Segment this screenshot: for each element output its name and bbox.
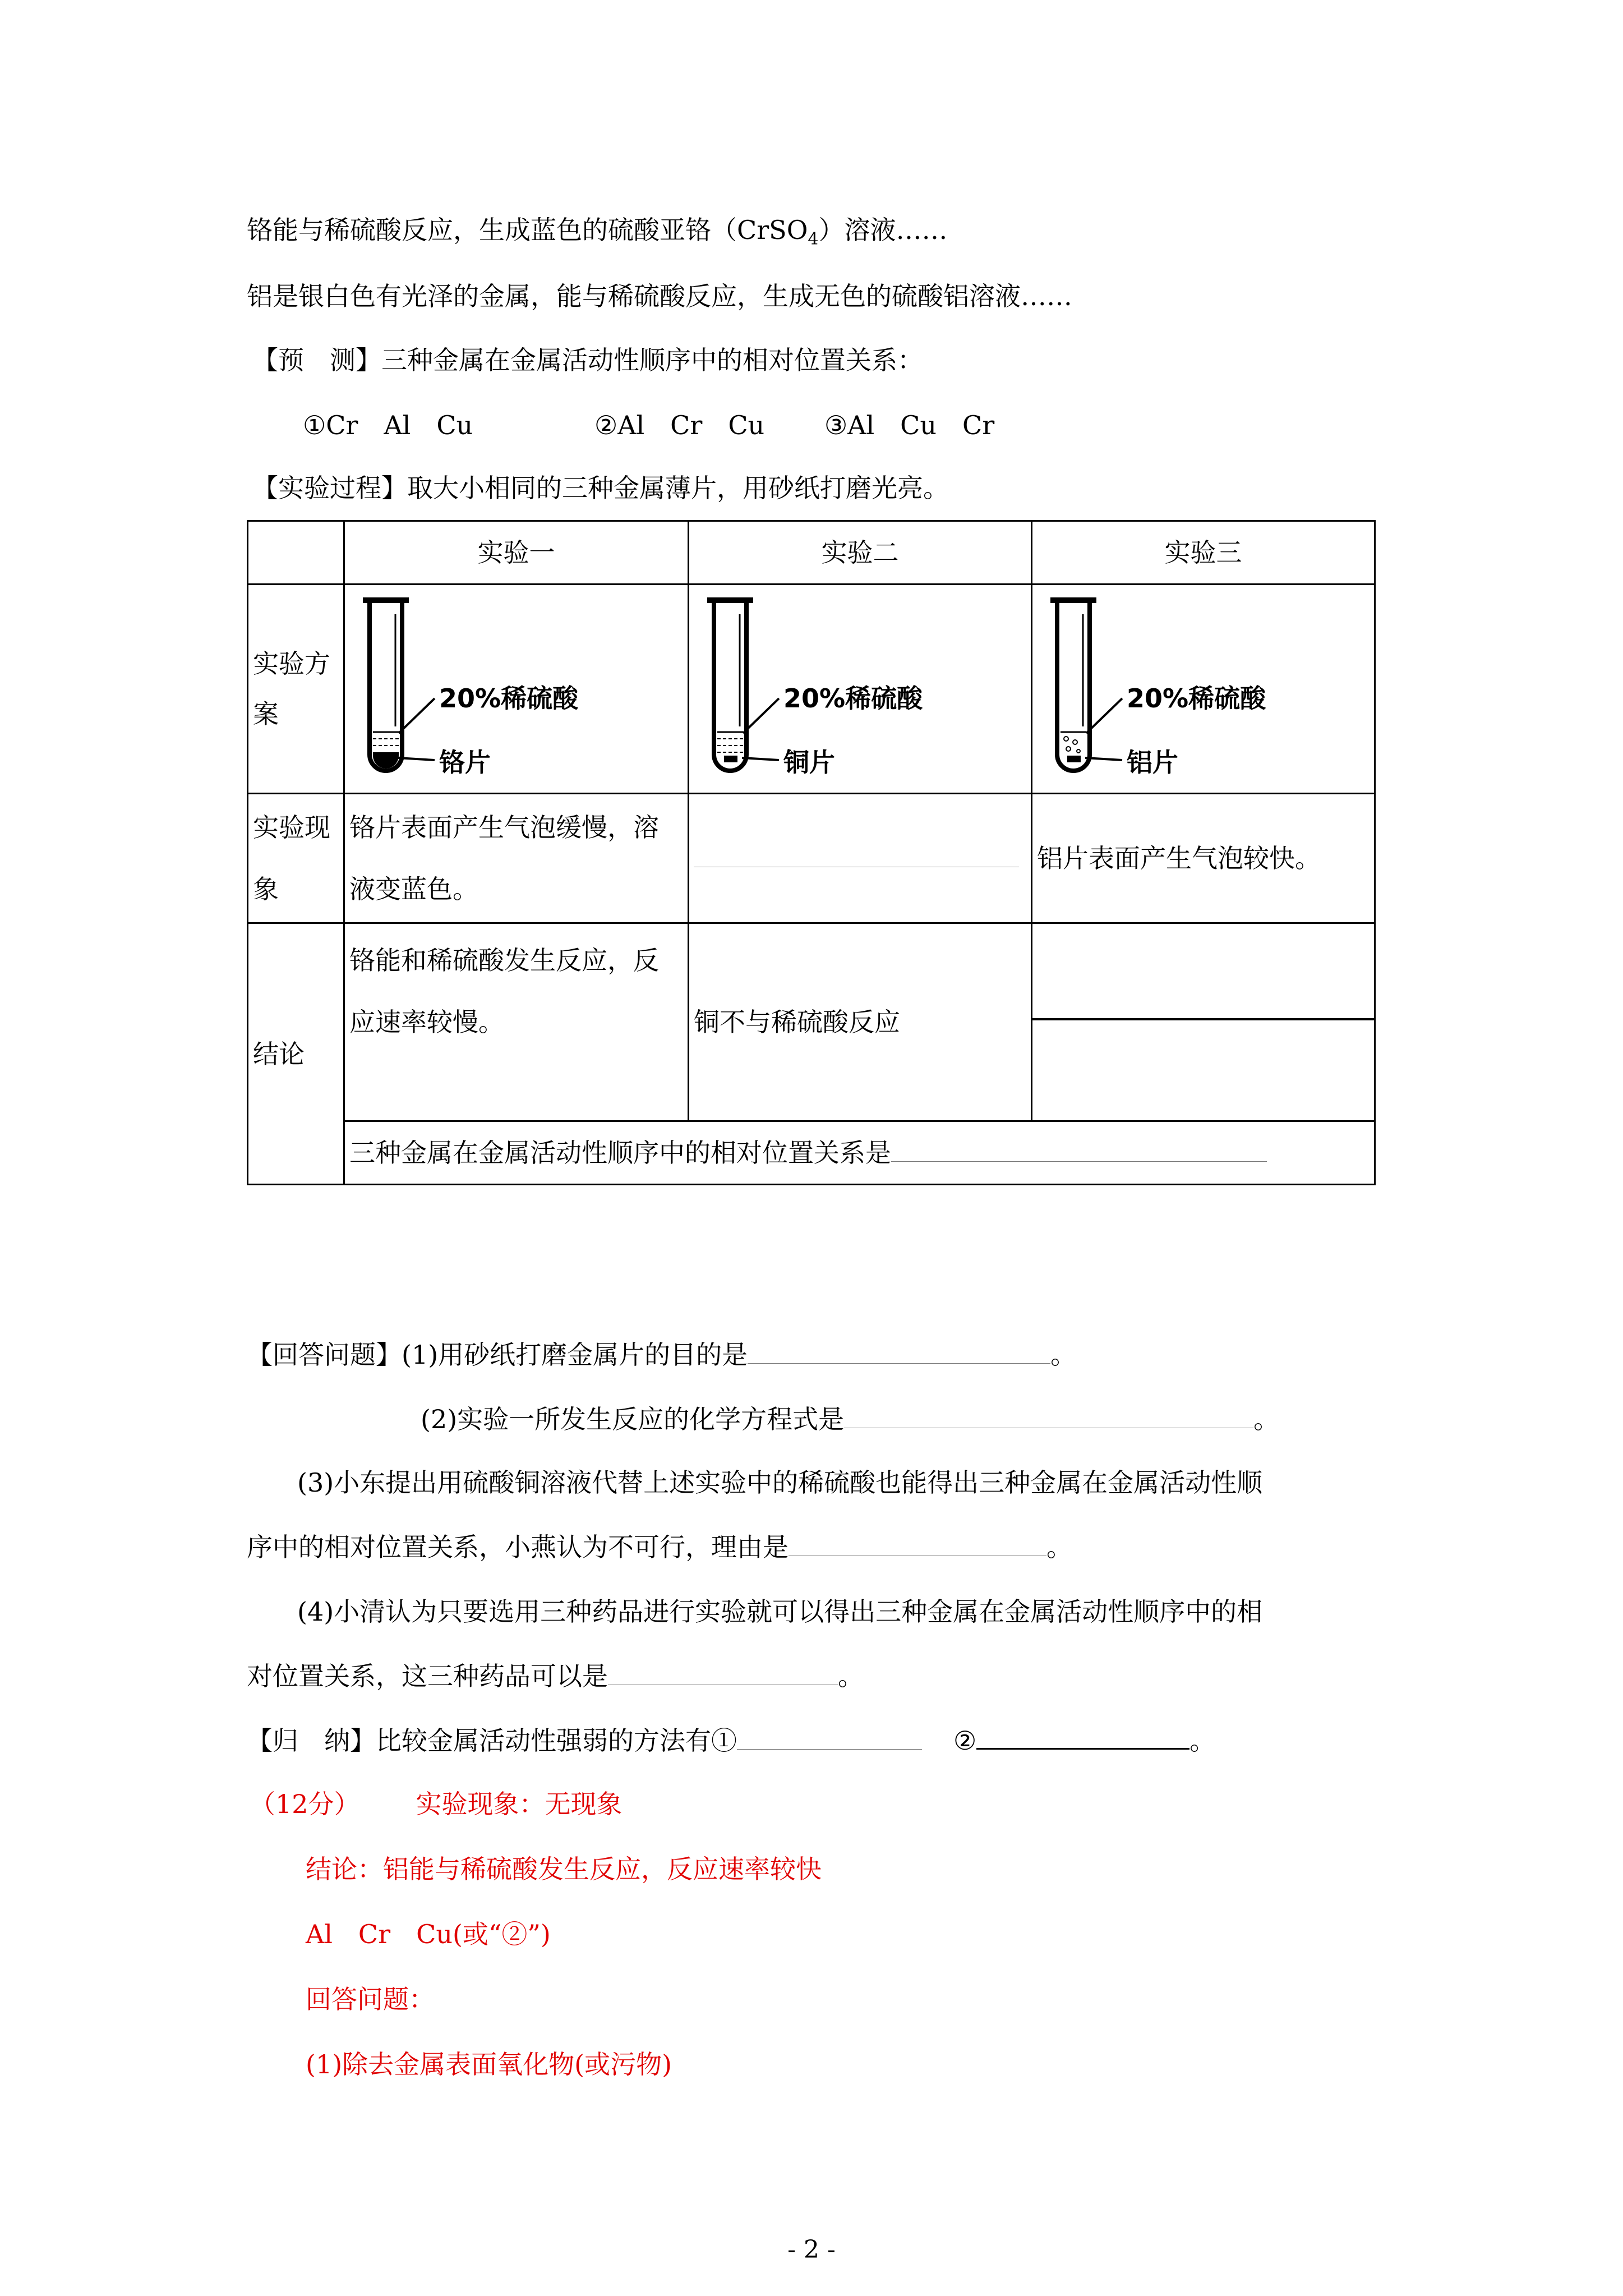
conclusion-cell-3 xyxy=(1032,923,1375,1121)
metal-label-2: 铜片 xyxy=(783,747,835,777)
acid-label-2: 20%稀硫酸 xyxy=(783,683,923,714)
phenomenon-blank xyxy=(694,857,1019,867)
phenomenon-cell-3: 铝片表面产生气泡较快。 xyxy=(1032,794,1375,923)
answer-1: (1)除去金属表面氧化物(或污物) xyxy=(306,2049,672,2079)
table-row-scheme xyxy=(248,585,1375,794)
prediction-line: 【预 测】三种金属在金属活动性顺序中的相对位置关系： xyxy=(252,345,923,375)
method-2-blank xyxy=(976,1723,1189,1750)
answer-phenomenon: 实验现象：无现象 xyxy=(416,1789,623,1819)
answer-score: （12分） xyxy=(250,1789,360,1819)
process-label: 【实验过程】 xyxy=(252,473,407,503)
summary-blank xyxy=(891,1137,1267,1162)
questions-label: 【回答问题】 xyxy=(247,1340,402,1370)
prediction-option-1: ①Cr Al Cu xyxy=(303,410,473,440)
acid-label-3: 20%稀硫酸 xyxy=(1127,683,1266,714)
table-corner-cell xyxy=(248,521,344,585)
acid-label-1: 20%稀硫酸 xyxy=(439,683,579,714)
table-row-conclusion xyxy=(248,923,1375,1121)
table-header-row xyxy=(248,521,1375,585)
q2-blank xyxy=(844,1403,1253,1428)
q1-blank xyxy=(748,1338,1050,1364)
q4-blank xyxy=(608,1660,838,1685)
question-3-line-1: (3)小东提出用硫酸铜溶液代替上述实验中的稀硫酸也能得出三种金属在金属活动性顺 xyxy=(297,1467,1263,1498)
phenomenon-cell-1: 铬片表面产生气泡缓慢，溶液变蓝色。 xyxy=(344,794,689,923)
header-exp-2: 实验二 xyxy=(689,521,1032,585)
test-tube-chromium-icon xyxy=(351,592,446,783)
metal-label-1: 铬片 xyxy=(439,747,491,777)
test-tube-aluminium-icon xyxy=(1038,592,1133,783)
scheme-cell-2 xyxy=(689,585,1032,794)
conclusion-cell-1: 铬能和稀硫酸发生反应，反应速率较慢。 xyxy=(344,923,689,1121)
answer-conclusion: 结论：铝能与稀硫酸发生反应，反应速率较快 xyxy=(306,1854,822,1884)
prediction-option-2: ②Al Cr Cu xyxy=(594,410,765,440)
summary-cell: 三种金属在金属活动性顺序中的相对位置关系是 xyxy=(344,1121,1375,1185)
intro-line-1: 铬能与稀硫酸反应，生成蓝色的硫酸亚铬（CrSO$_4$）溶液…… xyxy=(247,215,948,250)
process-line: 【实验过程】取大小相同的三种金属薄片，用砂纸打磨光亮。 xyxy=(252,473,949,503)
row-label-phenomenon: 实验现象 xyxy=(248,794,344,923)
table-row-phenomenon xyxy=(248,794,1375,923)
question-4-line-2: 对位置关系，这三种药品可以是 。 xyxy=(247,1661,864,1691)
row-label-scheme: 实验方案 xyxy=(248,585,344,794)
header-exp-1: 实验一 xyxy=(344,521,689,585)
question-4-line-1: (4)小清认为只要选用三种药品进行实验就可以得出三种金属在金属活动性顺序中的相 xyxy=(297,1596,1263,1627)
question-2: (2)实验一所发生反应的化学方程式是 。 xyxy=(421,1404,1280,1434)
metal-label-3: 铝片 xyxy=(1127,747,1178,777)
question-3-line-2: 序中的相对位置关系，小燕认为不可行，理由是 。 xyxy=(247,1532,1072,1562)
conclusion-blank xyxy=(1032,1018,1374,1020)
test-tube-copper-icon xyxy=(695,592,790,783)
conclusion-cell-2: 铜不与稀硫酸反应 xyxy=(689,923,1032,1121)
summary-label: 【归 纳】 xyxy=(247,1726,376,1756)
method-1-blank xyxy=(737,1724,922,1750)
answer-score-line xyxy=(250,1787,623,1821)
header-exp-3: 实验三 xyxy=(1032,521,1375,585)
answer-header: 回答问题： xyxy=(306,1984,435,2014)
prediction-option-3: ③Al Cu Cr xyxy=(824,410,995,440)
answer-order: Al Cr Cu(或“②”) xyxy=(306,1919,551,1949)
intro-line-2: 铝是银白色有光泽的金属，能与稀硫酸反应，生成无色的硫酸铝溶液…… xyxy=(247,281,1072,311)
summary-line: 【归 纳】比较金属活动性强弱的方法有① ② 。 xyxy=(247,1723,1215,1757)
question-1: 【回答问题】(1)用砂纸打磨金属片的目的是 。 xyxy=(247,1340,1077,1370)
row-label-conclusion: 结论 xyxy=(248,923,344,1185)
experiment-table xyxy=(247,520,1376,1185)
q3-blank xyxy=(789,1531,1046,1556)
prediction-label: 【预 测】 xyxy=(252,345,381,375)
table-row-summary xyxy=(248,1121,1375,1185)
scheme-cell-1 xyxy=(344,585,689,794)
phenomenon-cell-2 xyxy=(689,794,1032,923)
page-number: - 2 - xyxy=(787,2235,836,2264)
scheme-cell-3 xyxy=(1032,585,1375,794)
